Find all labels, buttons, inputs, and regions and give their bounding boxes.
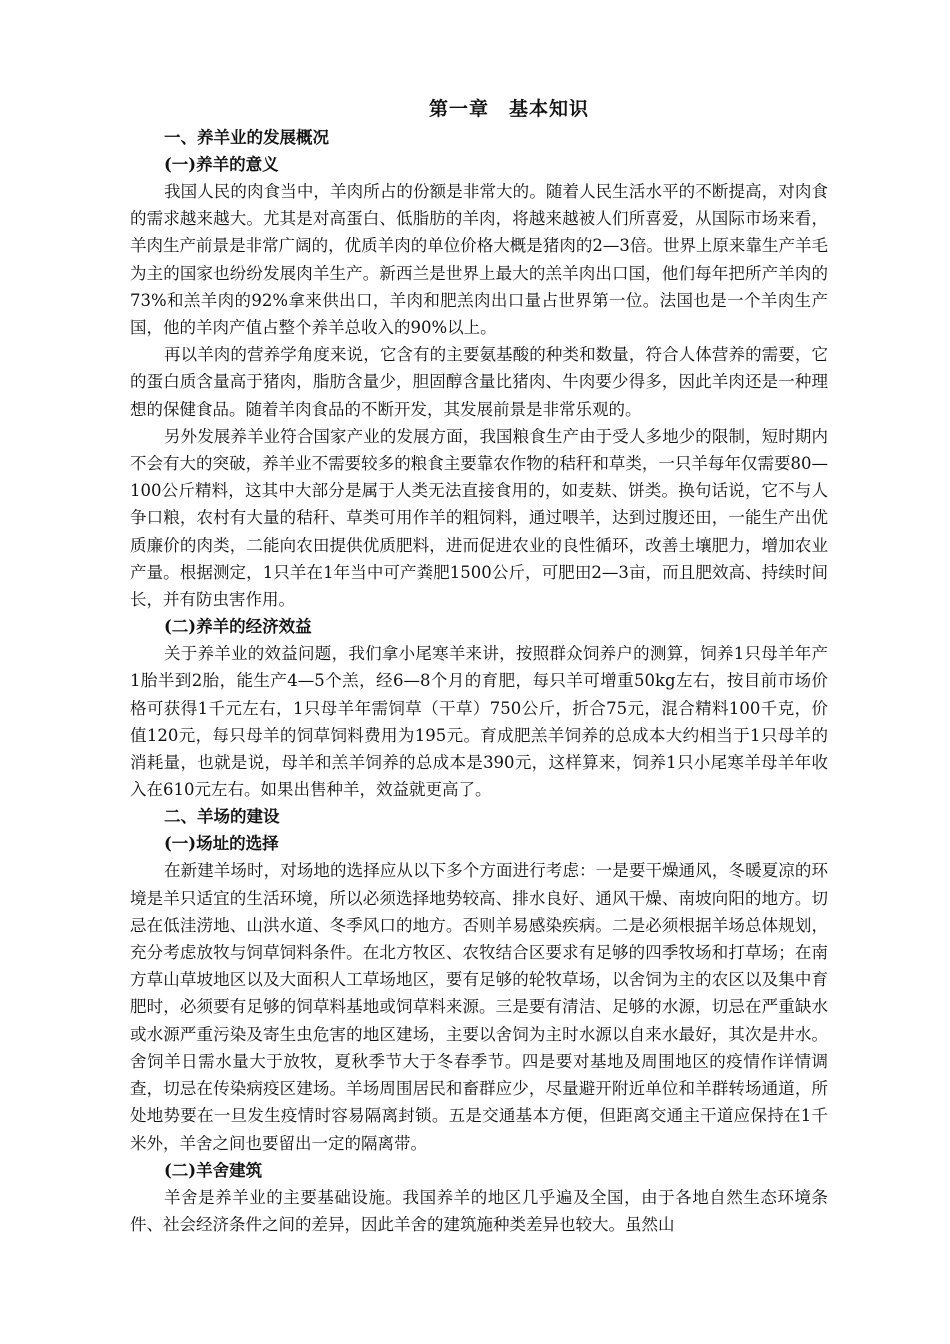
section-heading: 一、养羊业的发展概况 [164,128,329,147]
paragraph: 羊舍是养羊业的主要基础设施。我国养羊的地区几乎遍及全国，由于各地自然生态环境条件、社会经济条件之间的差异，因此羊舍的建筑施种类差异也较大。虽然山 [130,1187,828,1234]
document-page [130,94,828,1238]
paragraph: 关于养羊业的效益问题，我们拿小尾寒羊来讲，按照群众饲养户的测算，饲养1只母羊年产1胎半到2胎，能生产4—5个羔，经6—8个月的育肥，每只羊可增重50kg左右，按目前市场价格可获得1千元左右，1只母羊年需饲草（干草）750公斤，折合75元，混合精料100千克，价值120元，每只母羊的饲草饲料费用为195元。育成肥羔羊饲养的总成本大约相当于1只母羊的消耗量，也就是说，母羊和羔羊饲养的总成本是390元，这样算来，饲养1只小尾寒羊母羊年收入在610元左右。如果出售种羊，效益就更高了。 [130,644,828,800]
chapter-title: 第一章 基本知识 [428,98,589,120]
subsection-heading: (二)羊舍建筑 [164,1160,263,1180]
subsection-heading: (一)养羊的意义 [164,155,279,174]
subsection-heading: (二)养羊的经济效益 [164,617,312,637]
section-heading: 二、羊场的建设 [164,807,280,827]
paragraph: 在新建羊场时，对场地的选择应从以下多个方面进行考虑：一是要干燥通风，冬暖夏凉的环境是羊只适宜的生活环境，所以必须选择地势较高、排水良好、通风干燥、南坡向阳的地方。切忌在低洼涝地、山洪水道、冬季风口的地方。否则羊易感染疾病。二是必须根据羊场总体规划，充分考虑放牧与饲草饲料条件。在北方牧区、农牧结合区要求有足够的四季牧场和打草场；在南方草山草坡地区以及大面积人工草场地区，要有足够的轮牧草场，以舍饲为主的农区以及集中育肥时，必须要有足够的饲草料基地或饲草料来源。三是要有清洁、足够的水源，切忌在严重缺水或水源严重污染及寄生虫危害的地区建场，主要以舍饲为主时水源以自来水最好，其次是井水。舍饲羊日需水量大于放牧，夏秋季节大于冬春季节。四是要对基地及周围地区的疫情作详情调查，切忌在传染病疫区建场。羊场周围居民和畜群应少，尽量避开附近单位和羊群转场通道，所处地势要在一旦发生疫情时容易隔离封锁。五是交通基本方便，但距离交通主干道应保持在1千米外，羊舍之间也要留出一定的隔离带。 [130,861,828,1153]
subsection-heading: (一)场址的选择 [164,834,279,854]
paragraph: 再以羊肉的营养学角度来说，它含有的主要氨基酸的种类和数量，符合人体营养的需要，它的蛋白质含量高于猪肉，脂肪含量少，胆固醇含量比猪肉、牛肉要少得多，因此羊肉还是一种理想的保健食品。随着羊肉食品的不断开发，其发展前景是非常乐观的。 [130,345,828,419]
paragraph: 另外发展养羊业符合国家产业的发展方面，我国粮食生产由于受人多地少的限制，短时期内不会有大的突破，养羊业不需要较多的粮食主要靠农作物的秸秆和草类，一只羊每年仅需要80—100公斤精料，这其中大部分是属于人类无法直接食用的，如麦麸、饼类。换句话说，它不与人争口粮，农村有大量的秸秆、草类可用作羊的粗饲料，通过喂羊，达到过腹还田，一能生产出优质廉价的肉类，二能向农田提供优质肥料，进而促进农业的良性循环，改善土壤肥力，增加农业产量。根据测定，1只羊在1年当中可产粪肥1500公斤，可肥田2—3亩，而且肥效高、持续时间长，并有防虫害作用。 [130,426,828,610]
paragraph: 我国人民的肉食当中，羊肉所占的份额是非常大的。随着人民生活水平的不断提高，对肉食的需求越来越大。尤其是对高蛋白、低脂肪的羊肉，将越来越被人们所喜爱，从国际市场来看，羊肉生产前景是非常广阔的，优质羊肉的单位价格大概是猪肉的2—3倍。世界上原来靠生产羊毛为主的国家也纷纷发展肉羊生产。新西兰是世界上最大的羔羊肉出口国，他们每年把所产羊肉的73%和羔羊肉的92%拿来供出口，羊肉和肥羔肉出口量占世界第一位。法国也是一个羊肉生产国，他的羊肉产值占整个养羊总收入的90%以上。 [130,182,828,338]
